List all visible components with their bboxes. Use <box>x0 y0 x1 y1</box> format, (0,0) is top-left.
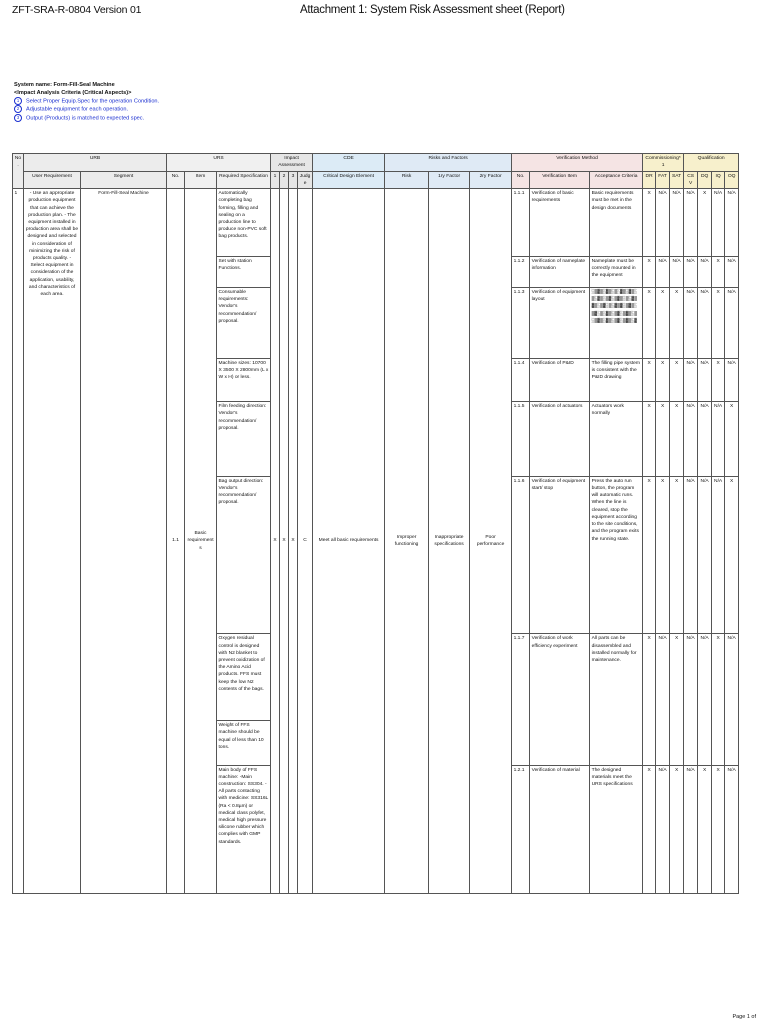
spec-cell: Set with station Functions. <box>217 256 271 287</box>
verification-no-cell: 1.1.6 <box>512 476 530 634</box>
header-required-specification: Required Specification <box>217 171 271 189</box>
header-sat: SAT <box>670 171 684 189</box>
impact-3-cell: X <box>289 189 298 894</box>
1ry-factor-cell: Inappropriate specifications <box>429 189 470 894</box>
csv-cell: N/A <box>684 189 698 257</box>
oq-cell: X <box>725 476 739 634</box>
iq-cell: X <box>712 358 725 401</box>
header-oq: OQ <box>725 171 739 189</box>
header-csv: CSV <box>684 171 698 189</box>
verification-item-cell: Verification of nameplate information <box>530 256 590 287</box>
iq-cell: X <box>712 288 725 359</box>
header-iq: IQ <box>712 171 725 189</box>
verification-item-cell: Verification of basic requirements <box>530 189 590 257</box>
header-critical-design-element: Critical Design Element <box>313 171 385 189</box>
spec-cell: Main body of FFS machine: -Main construction: SS304. -All parts contacting with medicine: SS316L (Ra < 0.8µm) or medical class polyfet, medical high pressure silicone rubber which complies with GMP standards. <box>217 765 271 893</box>
fat-cell: N/A <box>656 256 670 287</box>
user-requirement-cell: - Use an appropriate production equipment that can achieve the production plan. - The equipment installed in production area shall be designed and selected in consideration of minimizing the risk of products quality. - Select equipment in consideration of the application, usability, and characteristics of each area. <box>24 189 81 894</box>
acceptance-criteria-cell: Press the auto run button, the program will automatic runs. When the line is cleared, stop the equipment according to the site conditions, and the program exits the running state. <box>590 476 643 634</box>
header-urs: URS <box>167 154 271 172</box>
csv-cell: N/A <box>684 765 698 893</box>
dr-cell: X <box>643 476 656 634</box>
csv-cell: N/A <box>684 402 698 477</box>
judge-cell: C <box>298 189 313 894</box>
row-no: 1 <box>13 189 24 894</box>
sat-cell: X <box>670 765 684 893</box>
spec-cell: Oxygen residual control is designed with N2 blanket to prevent oxidization of the Amino Acid products. FFS must keep the low N2 contents of the bags. <box>217 634 271 721</box>
sat-cell: X <box>670 358 684 401</box>
dr-cell: X <box>643 256 656 287</box>
dq-cell: N/A <box>698 256 712 287</box>
system-name: System name: Form-Fill-Seal Machine <box>14 82 115 88</box>
header-1ry-factor: 1ry Factor <box>429 171 470 189</box>
verification-no-cell: 1.1.5 <box>512 402 530 477</box>
dq-cell: N/A <box>698 476 712 634</box>
document-code: ZFT-SRA-R-0804 Version 01 <box>12 4 142 16</box>
2ry-factor-cell: Poor performance <box>470 189 512 894</box>
dq-cell: N/A <box>698 402 712 477</box>
dr-cell: X <box>643 358 656 401</box>
dr-cell: X <box>643 634 656 765</box>
iq-cell: N/A <box>712 476 725 634</box>
acceptance-criteria-cell: Actuators work normally <box>590 402 643 477</box>
spec-cell: Machine sizes: 10700 X 3500 X 2800mm (L x W x H) or less. <box>217 358 271 401</box>
dq-cell: N/A <box>698 634 712 765</box>
criteria-item: 1 Select Proper Equip.Spec for the operation Condition. <box>14 97 159 105</box>
dr-cell: X <box>643 189 656 257</box>
header-2ry-factor: 2ry Factor <box>470 171 512 189</box>
verification-item-cell: Verification of equipment layout <box>530 288 590 359</box>
sat-cell: N/A <box>670 256 684 287</box>
criteria-item: 3 Output (Products) is matched to expected spec. <box>14 114 159 122</box>
dq-cell: X <box>698 189 712 257</box>
cde-cell: Meet all basic requirements <box>313 189 385 894</box>
oq-cell: N/A <box>725 189 739 257</box>
header-impact-1: 1 <box>271 171 280 189</box>
impact-1-cell: X <box>271 189 280 894</box>
dq-cell: N/A <box>698 288 712 359</box>
header-verification-item: Verification Item <box>530 171 590 189</box>
fat-cell: X <box>656 358 670 401</box>
segment-cell: Form-Fill-Seal Machine <box>81 189 167 894</box>
verification-item-cell: Verification of work efficiency experiment <box>530 634 590 765</box>
header-cde: CDE <box>313 154 385 172</box>
oq-cell: N/A <box>725 256 739 287</box>
fat-cell: X <box>656 288 670 359</box>
acceptance-criteria-cell: All parts can be disassembled and installed normally for maintenance. <box>590 634 643 765</box>
document-title: Attachment 1: System Risk Assessment sheet (Report) <box>300 4 565 16</box>
header-verification-no: No. <box>512 171 530 189</box>
csv-cell: N/A <box>684 476 698 634</box>
system-info <box>14 81 159 122</box>
header-segment: Segment <box>81 171 167 189</box>
spec-cell: Bag output direction: Vendor's recommendation/ proposal. <box>217 476 271 634</box>
header-fat: FAT <box>656 171 670 189</box>
circled-number-icon: 3 <box>14 114 22 122</box>
sat-cell: X <box>670 476 684 634</box>
impact-2-cell: X <box>280 189 289 894</box>
header-qualification: Qualification <box>684 154 739 172</box>
header-commissioning: Commissioning*1 <box>643 154 684 172</box>
criteria-title: <Impact Analysis Criteria (Critical Aspects)> <box>14 90 132 96</box>
fat-cell: N/A <box>656 765 670 893</box>
verification-no-cell: 1.1.2 <box>512 256 530 287</box>
header-item: Item <box>185 171 217 189</box>
spec-cell: Automatically completing bag forming, filling and sealing on a production line to produce non-PVC soft bag products. <box>217 189 271 257</box>
header-judge: Judge <box>298 171 313 189</box>
header-no: No. <box>13 154 24 189</box>
criteria-item: 2 Adjustable equipment for each operation. <box>14 105 159 113</box>
header-urb: URB <box>24 154 167 172</box>
verification-item-cell: Verification of actuators <box>530 402 590 477</box>
iq-cell: X <box>712 256 725 287</box>
sat-cell: X <box>670 634 684 765</box>
risk-cell: Improper functioning <box>385 189 429 894</box>
spec-cell: Film feeding direction: Vendor's recommendation/ proposal. <box>217 402 271 477</box>
circled-number-icon: 1 <box>14 97 22 105</box>
risk-assessment-table <box>12 153 739 894</box>
item-cell: Basic requirements <box>185 189 217 894</box>
header-verification-method: Verification Method <box>512 154 643 172</box>
verification-item-cell: Verification of material <box>530 765 590 893</box>
fat-cell: X <box>656 476 670 634</box>
iq-cell: N/A <box>712 189 725 257</box>
verification-no-cell: 1.1.1 <box>512 189 530 257</box>
header-risks-factors: Risks and Factors <box>385 154 512 172</box>
acceptance-criteria-cell: Basic requirements must be met in the design documents <box>590 189 643 257</box>
spec-cell: Weight of FFS machine should be equal of less than 10 tons. <box>217 721 271 765</box>
header-urs-no: No. <box>167 171 185 189</box>
csv-cell: N/A <box>684 256 698 287</box>
page-footer: Page 1 of <box>732 1014 756 1020</box>
dq-cell: X <box>698 765 712 893</box>
header-acceptance-criteria: Acceptance Criteria <box>590 171 643 189</box>
verification-no-cell: 1.1.4 <box>512 358 530 401</box>
oq-cell: N/A <box>725 358 739 401</box>
acceptance-criteria-cell <box>590 288 643 359</box>
header-impact-assessment: Impact Assessment <box>271 154 313 172</box>
acceptance-criteria-cell: The designed materials meet the URS specifications <box>590 765 643 893</box>
table-row <box>13 189 739 257</box>
circled-number-icon: 2 <box>14 105 22 113</box>
oq-cell: N/A <box>725 765 739 893</box>
dr-cell: X <box>643 288 656 359</box>
csv-cell: N/A <box>684 634 698 765</box>
csv-cell: N/A <box>684 358 698 401</box>
sat-cell: X <box>670 288 684 359</box>
oq-cell: X <box>725 402 739 477</box>
csv-cell: N/A <box>684 288 698 359</box>
fat-cell: N/A <box>656 189 670 257</box>
sat-cell: N/A <box>670 189 684 257</box>
fat-cell: X <box>656 402 670 477</box>
fat-cell: N/A <box>656 634 670 765</box>
sat-cell: X <box>670 402 684 477</box>
header-impact-2: 2 <box>280 171 289 189</box>
iq-cell: N/A <box>712 402 725 477</box>
unreadable-glyph-text: ░▒▓▒░▓▒░▒░▓▒░▓▒░ ▒░▓▒░▒▓░▒▓▒░▒░▓▒ ▓▒░▒▓░▒░▓▒▓░▒▓▒░ ▒▓░▒░▓▒░▒▓░▒▓▒░▒ ░▒▓▒░▓▒░▒▓░▒▓▒░▓ <box>591 290 638 324</box>
header-risk: Risk <box>385 171 429 189</box>
header-dq: DQ <box>698 171 712 189</box>
iq-cell: X <box>712 765 725 893</box>
verification-no-cell: 1.1.7 <box>512 634 530 765</box>
oq-cell: N/A <box>725 634 739 765</box>
header-dr: DR <box>643 171 656 189</box>
dr-cell: X <box>643 402 656 477</box>
verification-no-cell: 1.1.3 <box>512 288 530 359</box>
verification-item-cell: Verification of P&ID <box>530 358 590 401</box>
verification-item-cell: Verification of equipment start/ stop <box>530 476 590 634</box>
verification-no-cell: 1.2.1 <box>512 765 530 893</box>
acceptance-criteria-cell: The filling pipe system is consistent with the P&ID drawing <box>590 358 643 401</box>
iq-cell: X <box>712 634 725 765</box>
dr-cell: X <box>643 765 656 893</box>
header-user-requirement: User Requirement <box>24 171 81 189</box>
dq-cell: N/A <box>698 358 712 401</box>
header-impact-3: 3 <box>289 171 298 189</box>
spec-cell: Consumable requirements: Vendor's recommendation/ proposal. <box>217 288 271 359</box>
urs-no-cell: 1.1 <box>167 189 185 894</box>
oq-cell: N/A <box>725 288 739 359</box>
acceptance-criteria-cell: Nameplate must be correctly mounted in the equipment <box>590 256 643 287</box>
